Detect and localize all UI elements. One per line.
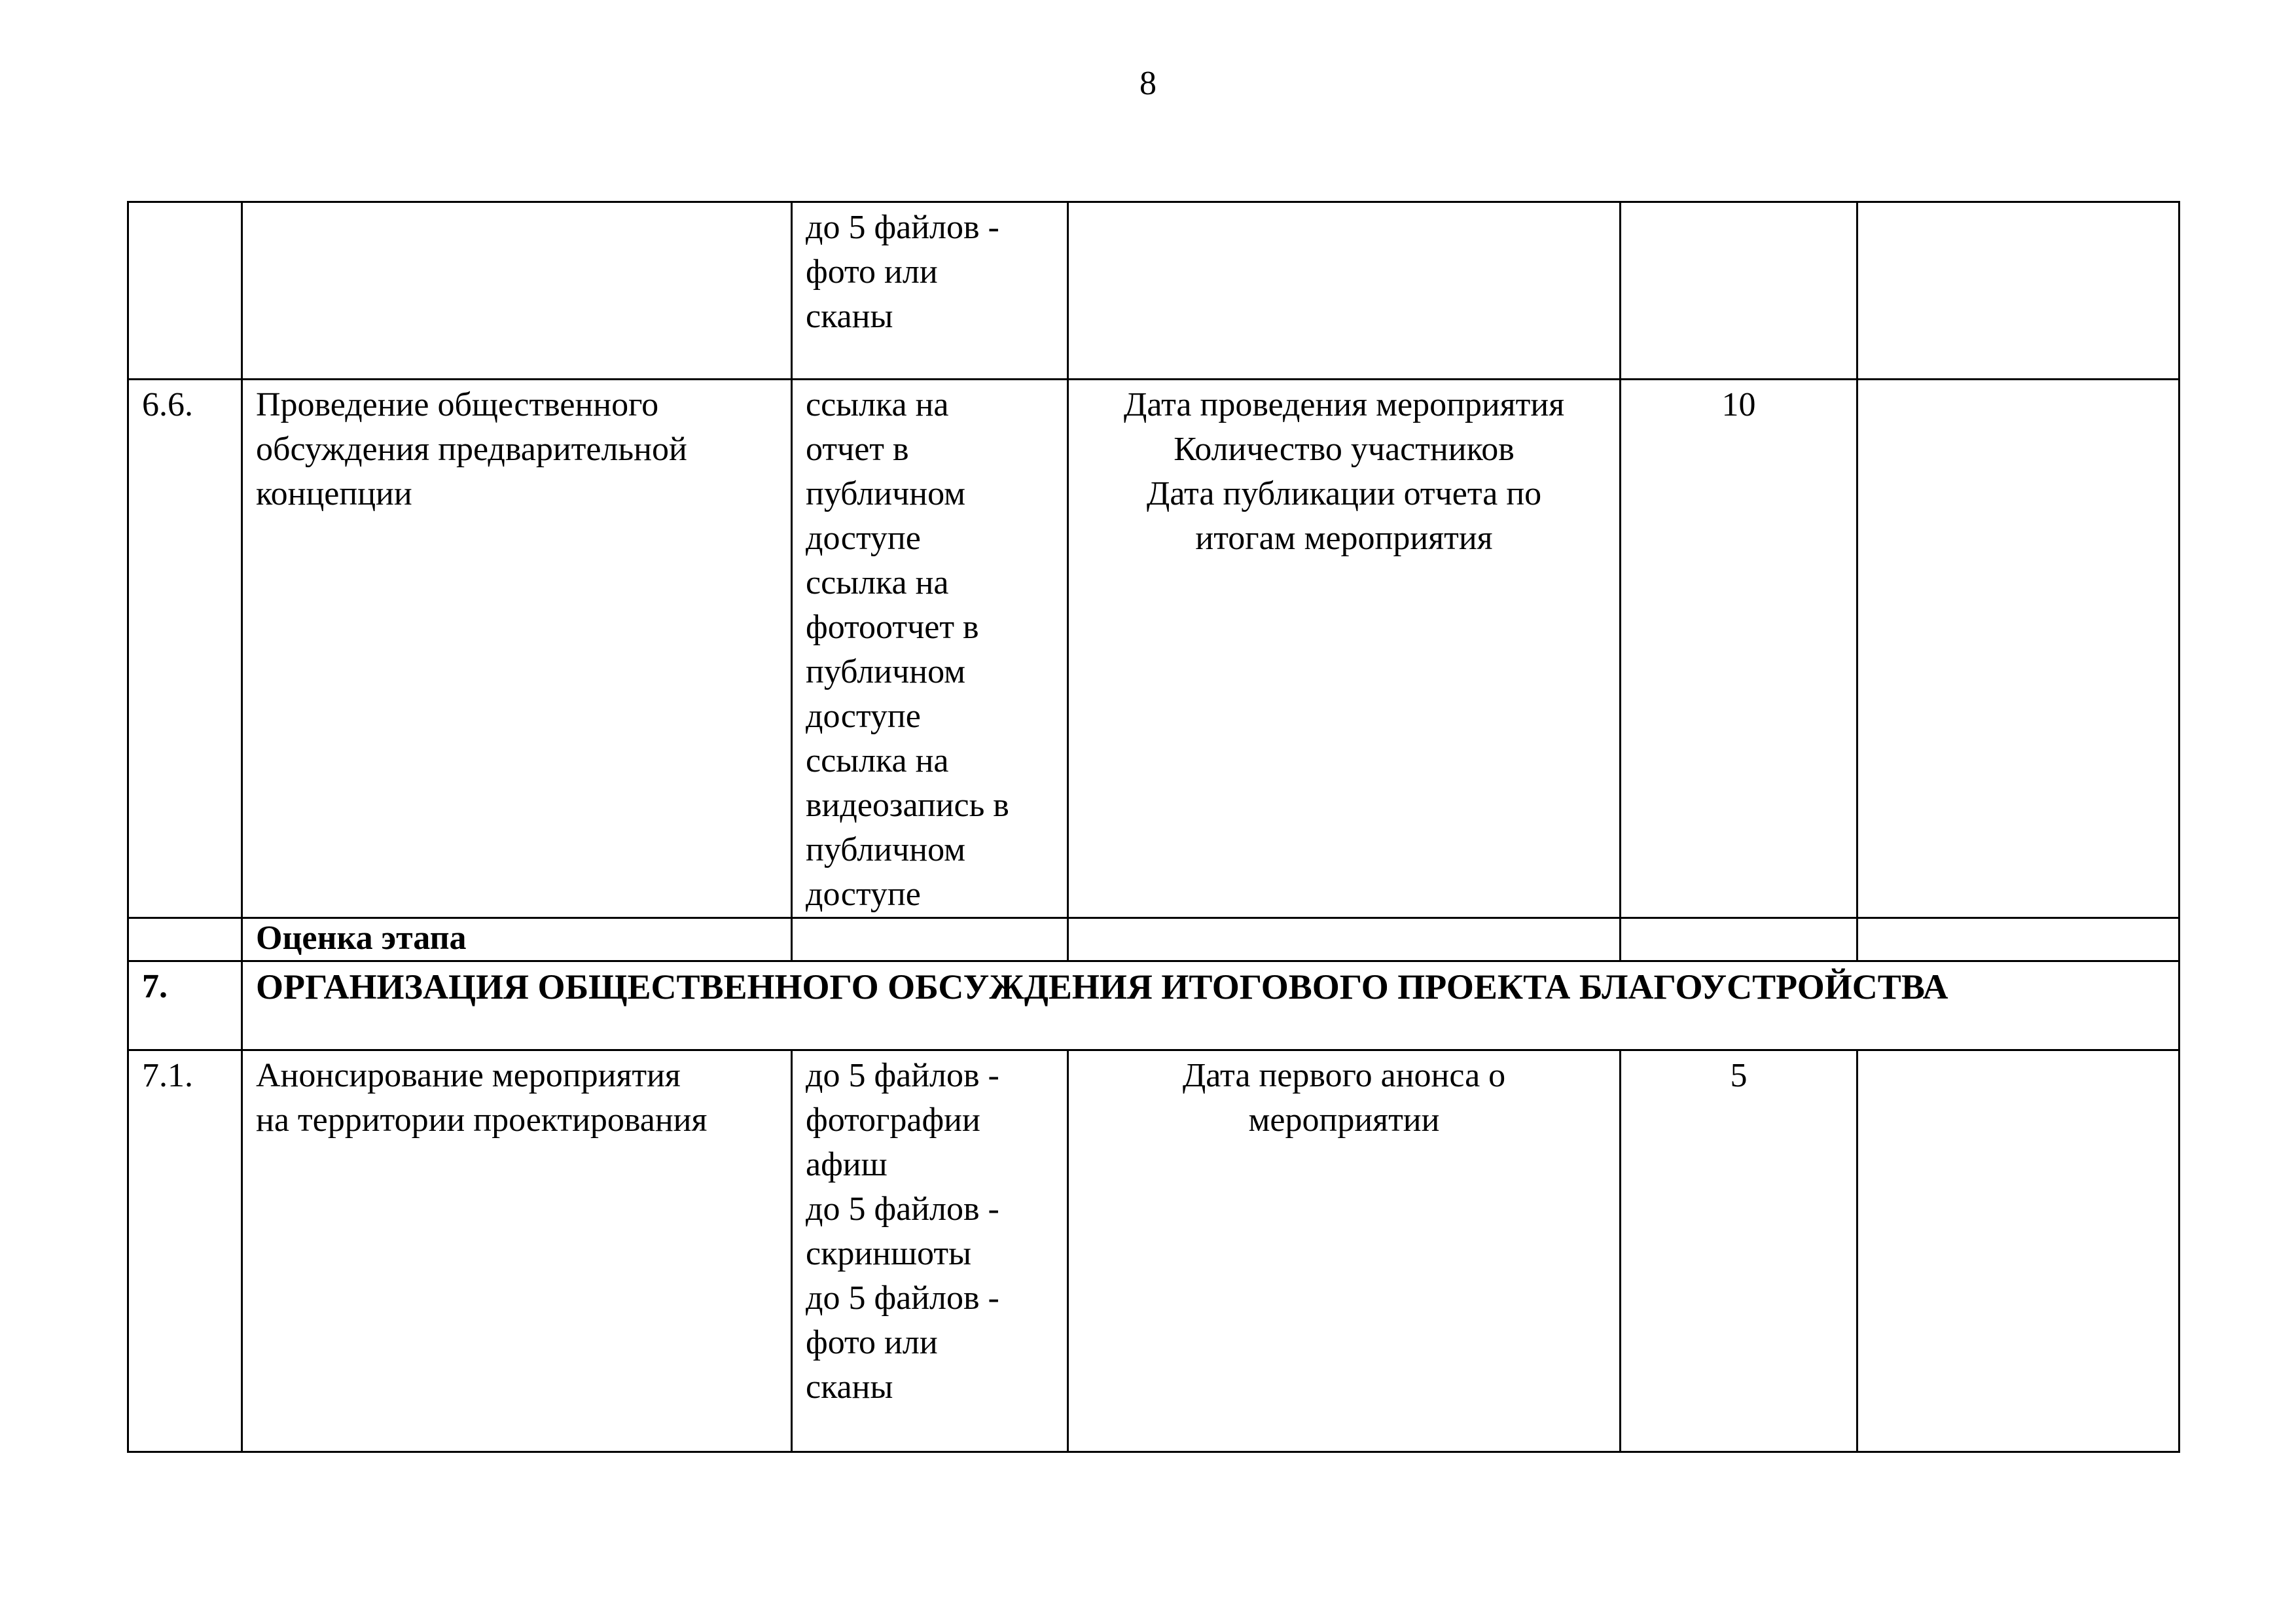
section-number: 7. [128,961,242,1050]
points-cell [1621,918,1857,961]
table-row [128,1050,2179,1452]
activity-name-cell [242,202,792,380]
indicators-cell: Дата первого анонса о мероприятии [1068,1050,1621,1452]
points-cell [1621,202,1857,380]
criteria-table [127,201,2180,1453]
row-number-cell [128,918,242,961]
table-row [128,202,2179,380]
indicators-cell [1068,202,1621,380]
extra-cell [1857,202,2179,380]
attachments-cell: ссылка на отчет в публичном доступе ссылка на фотоотчет в публичном доступе ссылка на видеозапись в публичном доступе [792,380,1068,918]
points-cell: 10 [1621,380,1857,918]
row-number-cell: 6.6. [128,380,242,918]
attachments-cell: до 5 файлов - фотографии афиш до 5 файлов - скриншоты до 5 файлов - фото или сканы [792,1050,1068,1452]
attachments-cell [792,918,1068,961]
extra-cell [1857,380,2179,918]
page-number: 8 [1139,65,1157,102]
activity-name-cell: Анонсирование мероприятия на территории проектирования [242,1050,792,1452]
row-number-cell: 7.1. [128,1050,242,1452]
extra-cell [1857,918,2179,961]
table-row [128,380,2179,918]
indicators-cell [1068,918,1621,961]
row-number-cell [128,202,242,380]
activity-name-cell: Проведение общественного обсуждения предварительной концепции [242,380,792,918]
stage-rating-row [128,918,2179,961]
extra-cell [1857,1050,2179,1452]
section-title: ОРГАНИЗАЦИЯ ОБЩЕСТВЕННОГО ОБСУЖДЕНИЯ ИТОГОВОГО ПРОЕКТА БЛАГОУСТРОЙСТВА [242,961,2179,1050]
indicators-cell: Дата проведения мероприятия Количество участников Дата публикации отчета по итогам мероприятия [1068,380,1621,918]
points-cell: 5 [1621,1050,1857,1452]
attachments-cell: до 5 файлов - фото или сканы [792,202,1068,380]
stage-rating-label: Оценка этапа [242,918,792,961]
section-header-row [128,961,2179,1050]
